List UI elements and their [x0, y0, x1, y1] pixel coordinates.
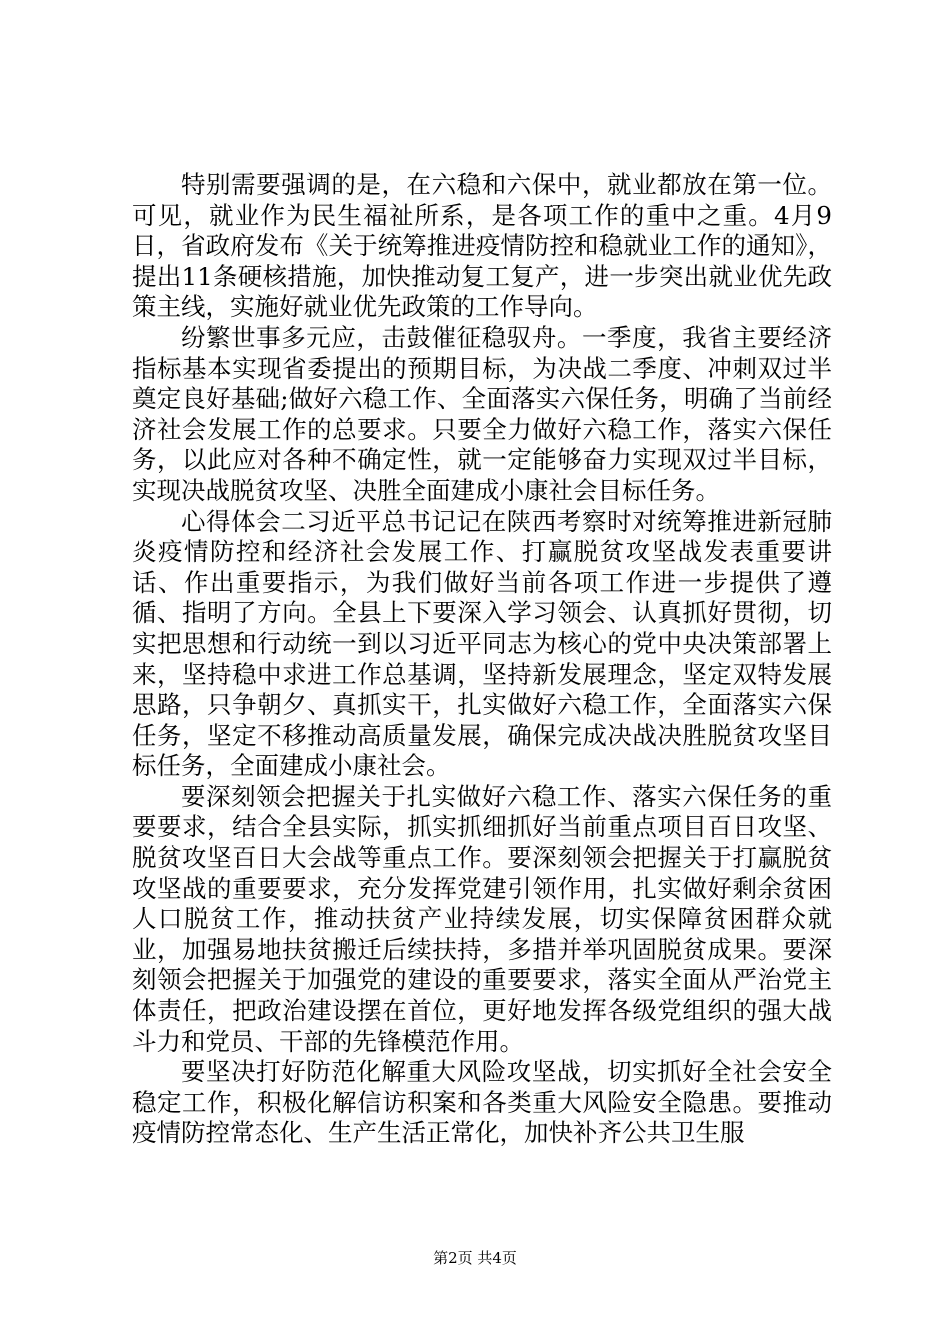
paragraph-2: 纷繁世事多元应，击鼓催征稳驭舟。一季度，我省主要经济指标基本实现省委提出的预期目标，为决战二季度、冲刺双过半奠定良好基础;做好六稳工作、全面落实六保任务，明确了当前经济社会发展工作的总要求。只要全力做好六稳工作，落实六保任务，以此应对各种不确定性，就一定能够奋力实现双过半目标，实现决战脱贫攻坚、决胜全面建成小康社会目标任务。 [132, 322, 832, 505]
paragraph-5: 要坚决打好防范化解重大风险攻坚战，切实抓好全社会安全稳定工作，积极化解信访积案和各类重大风险安全隐患。要推动疫情防控常态化、生产生活正常化，加快补齐公共卫生服 [132, 1057, 832, 1148]
paragraph-3: 心得体会二习近平总书记记在陕西考察时对统筹推进新冠肺炎疫情防控和经济社会发展工作、打赢脱贫攻坚战发表重要讲话、作出重要指示，为我们做好当前各项工作进一步提供了遵循、指明了方向。全县上下要深入学习领会、认真抓好贯彻，切实把思想和行动统一到以习近平同志为核心的党中央决策部署上来，坚持稳中求进工作总基调，坚持新发展理念，坚定双特发展思路，只争朝夕、真抓实干，扎实做好六稳工作，全面落实六保任务，坚定不移推动高质量发展，确保完成决战决胜脱贫攻坚目标任务，全面建成小康社会。 [132, 506, 832, 781]
body-text [132, 170, 832, 1149]
page-footer: 第2页 共4页 [433, 1249, 517, 1267]
paragraph-4: 要深刻领会把握关于扎实做好六稳工作、落实六保任务的重要要求，结合全县实际，抓实抓细抓好当前重点项目百日攻坚、脱贫攻坚百日大会战等重点工作。要深刻领会把握关于打赢脱贫攻坚战的重要要求，充分发挥党建引领作用，扎实做好剩余贫困人口脱贫工作，推动扶贫产业持续发展，切实保障贫困群众就业，加强易地扶贫搬迁后续扶持，多措并举巩固脱贫成果。要深刻领会把握关于加强党的建设的重要要求，落实全面从严治党主体责任，把政治建设摆在首位，更好地发挥各级党组织的强大战斗力和党员、干部的先锋模范作用。 [132, 781, 832, 1056]
paragraph-1: 特别需要强调的是，在六稳和六保中，就业都放在第一位。可见，就业作为民生福祉所系，是各项工作的重中之重。4月9日，省政府发布《关于统筹推进疫情防控和稳就业工作的通知》，提出11条硬核措施，加快推动复工复产，进一步突出就业优先政策主线，实施好就业优先政策的工作导向。 [132, 170, 832, 322]
